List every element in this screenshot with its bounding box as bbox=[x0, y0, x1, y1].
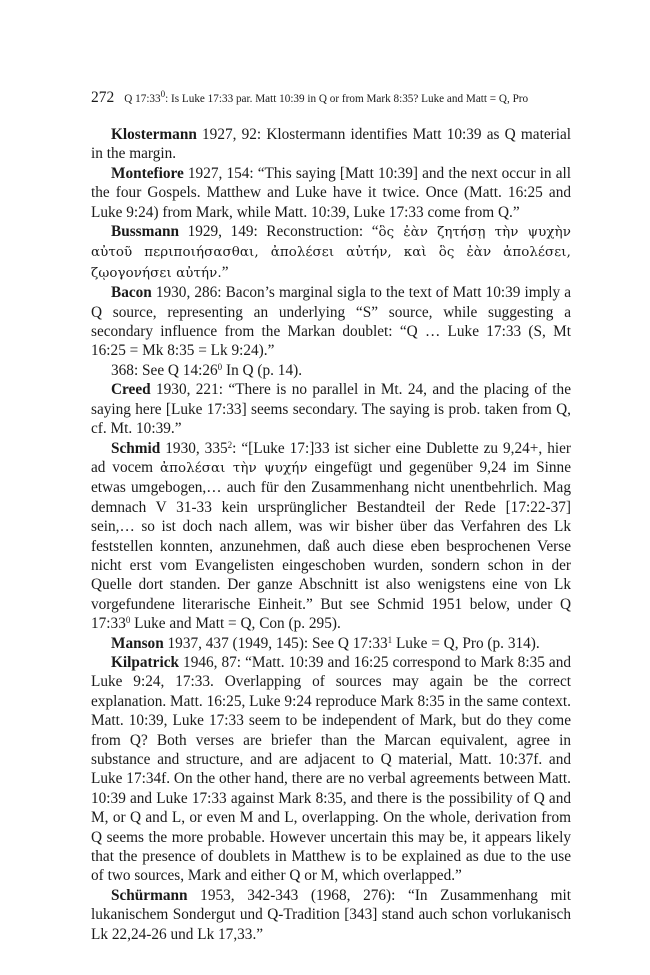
entry-text: 1927, 92: Klostermann identifies Matt 10:39 as Q material in the margin. bbox=[91, 126, 571, 163]
entry-bussmann bbox=[91, 222, 571, 283]
running-title: Q $17:33^0$: Is Luke 17:33 par. Matt 10:39 in Q or from Mark 8:35? Luke and Matt = Q, Pro bbox=[124, 89, 529, 105]
author-name: Bussmann bbox=[111, 223, 180, 241]
entry-text: ” bbox=[221, 263, 229, 281]
entry-text: 1930, 286: Bacon’s marginal sigla to the text of Matt 10:39 imply a Q source, representing an underlying “S” source, while suggesting a secondary influence from the Markan doublet: “Q … Luke 17:33 (S, Mt 16:25 = Mk 8:35 = Lk 9:24).” bbox=[91, 284, 571, 360]
author-name: Kilpatrick bbox=[111, 653, 179, 671]
entry-schurmann bbox=[91, 886, 571, 944]
greek-reconstruction: ὃς ἐὰν ζητήσῃ τὴν ψυχὴν αὐτοῦ περιποιήσασθαι, ἀπολέσει αὐτήν, καὶ ὃς ἐὰν ἀπολέσει, ζῳογονήσει αὐτήν. bbox=[91, 225, 571, 281]
entry-kilpatrick bbox=[91, 653, 571, 886]
author-name: Montefiore bbox=[111, 164, 184, 182]
entry-text: 1937, 437 (1949, 145): See Q 17:33 bbox=[163, 634, 388, 652]
author-name: Schmid bbox=[111, 439, 161, 457]
entry-text: Luke = Q, Pro (p. 314). bbox=[392, 634, 540, 652]
entry-text: eingefügt und gegenüber 9,24 im Sinne etwas umgebogen,… auch für den Zusammenhang nicht unentbehrlich. Mag demnach V 31-33 kein ursprünglicher Bestandteil der Rede [17:22-37] sein,… so ist doch nach allem, was wir bisher über das Verfahren des Lk feststellen konnten, anzunehmen, daß auch diese eben besprochenen Verse nicht erst vom Evangelisten eingeschoben wurden, sondern schon in der Quelle dort standen. Der ganze Abschnitt ist also wenigstens eine von Lk vorgefundene literarische Einheit.” But see Schmid 1951 below, under Q 17:33 bbox=[91, 458, 571, 633]
entry-text: 1953, 342-343 (1968, 276): “In Zusammenhang mit lukanischem Sondergut und Q-Tradition [343] stand auch schon vorlukanisch Lk 22,24-26 und Lk 17,33.” bbox=[91, 886, 571, 943]
entry-schmid: Schmid 1930, $335^2$: “[Luke 17:]33 ist sicher eine Dublette zu 9,24+, hier ad vocem ἀπολέσαι τὴν ψυχήν eingefügt und gegenüber 9,24 im Sinne etwas umgebogen,… auch für den Zusammenhang nicht unentbehrlich. Mag demnach V 31-33 kein ursprünglicher Bestandteil der Rede [17:22-37] sein,… so ist doch nach allem, was wir bisher über das Verfahren des Lk feststellen konnten, anzunehmen, daß auch diese eben besprochenen Verse nicht erst vom Evangelisten eingeschoben wurden, sondern schon in der Quelle dort standen. Der ganze Abschnitt ist also wenigstens eine von Lk vorgefundene literarische Einheit.” But see Schmid 1951 below, under Q $17:33^0$ Luke and Matt = Q, Con (p. 295). bbox=[91, 439, 571, 633]
entry-text: 368: See Q 14:26 bbox=[111, 361, 218, 379]
entry-klostermann bbox=[91, 125, 571, 164]
author-name: Bacon bbox=[111, 284, 152, 302]
author-name: Creed bbox=[111, 381, 151, 399]
greek-phrase: ἀπολέσαι τὴν ψυχήν bbox=[159, 460, 308, 476]
entry-bacon-continued: 368: See Q $14:26^0$ In Q (p. 14). bbox=[111, 361, 303, 379]
entry-text: 1927, 154: “This saying [Matt 10:39] and the next occur in all the four Gospels. Matthew and Luke have it twice. Once (Matt. 16:25 and Luke 9:24) from Mark, while Matt. 10:39, Luke 17:33 come from Q.” bbox=[91, 164, 571, 221]
entry-bacon bbox=[91, 283, 571, 361]
entry-text: 1930, 221: “There is no parallel in Mt. 24, and the placing of the saying here [Luke 17:33] seems secondary. The saying is prob. taken from Q, cf. Mt. 10:39.” bbox=[91, 381, 571, 438]
entry-montefiore bbox=[91, 164, 571, 222]
entry-text: In Q (p. 14). bbox=[222, 361, 303, 379]
entry-text: Luke and Matt = Q, Con (p. 295). bbox=[130, 615, 341, 633]
page-number: 272 bbox=[91, 89, 115, 106]
entry-manson: Manson 1937, 437 (1949, 145): See Q $17:33^1$ Luke = Q, Pro (p. 314). bbox=[111, 634, 540, 652]
entry-text: : “[Luke 17:]33 ist sicher eine Dublette zu 9,24+, hier ad vocem bbox=[91, 439, 571, 476]
author-name: Schürmann bbox=[111, 886, 188, 904]
entry-text: 1929, 149: Reconstruction: “ bbox=[179, 223, 379, 241]
entry-text: 1930, 335 bbox=[160, 439, 228, 457]
running-header bbox=[91, 90, 571, 107]
entry-creed bbox=[91, 380, 571, 438]
book-page bbox=[91, 90, 571, 944]
entries-list bbox=[91, 125, 571, 944]
author-name: Klostermann bbox=[111, 126, 197, 143]
author-name: Manson bbox=[111, 634, 164, 652]
entry-text: 1946, 87: “Matt. 10:39 and 16:25 correspond to Mark 8:35 and Luke 9:24, 17:33. Overlapping of sources may again be the correct explanation. Matt. 16:25, Luke 9:24 reproduce Mark 8:35 in the same context. Matt. 10:39, Luke 17:33 seem to be independent of Mark, but do they come from Q? Both verses are briefer than the Marcan equivalent, agree in substance and structure, and are adjacent to Q material, Matt. 10:37f. and Luke 17:34f. On the other hand, there are no verbal agreements between Matt. 10:39 and Luke 17:33 against Mark 8:35, and there is the possibility of Q and M, or Q and L, or even M and L, overlapping. On the whole, derivation from Q seems the more probable. However uncertain this may be, it appears likely that the presence of doublets in Matthew is to be explained as due to the use of two sources, Mark and either Q or M, which overlapped.” bbox=[91, 653, 571, 885]
